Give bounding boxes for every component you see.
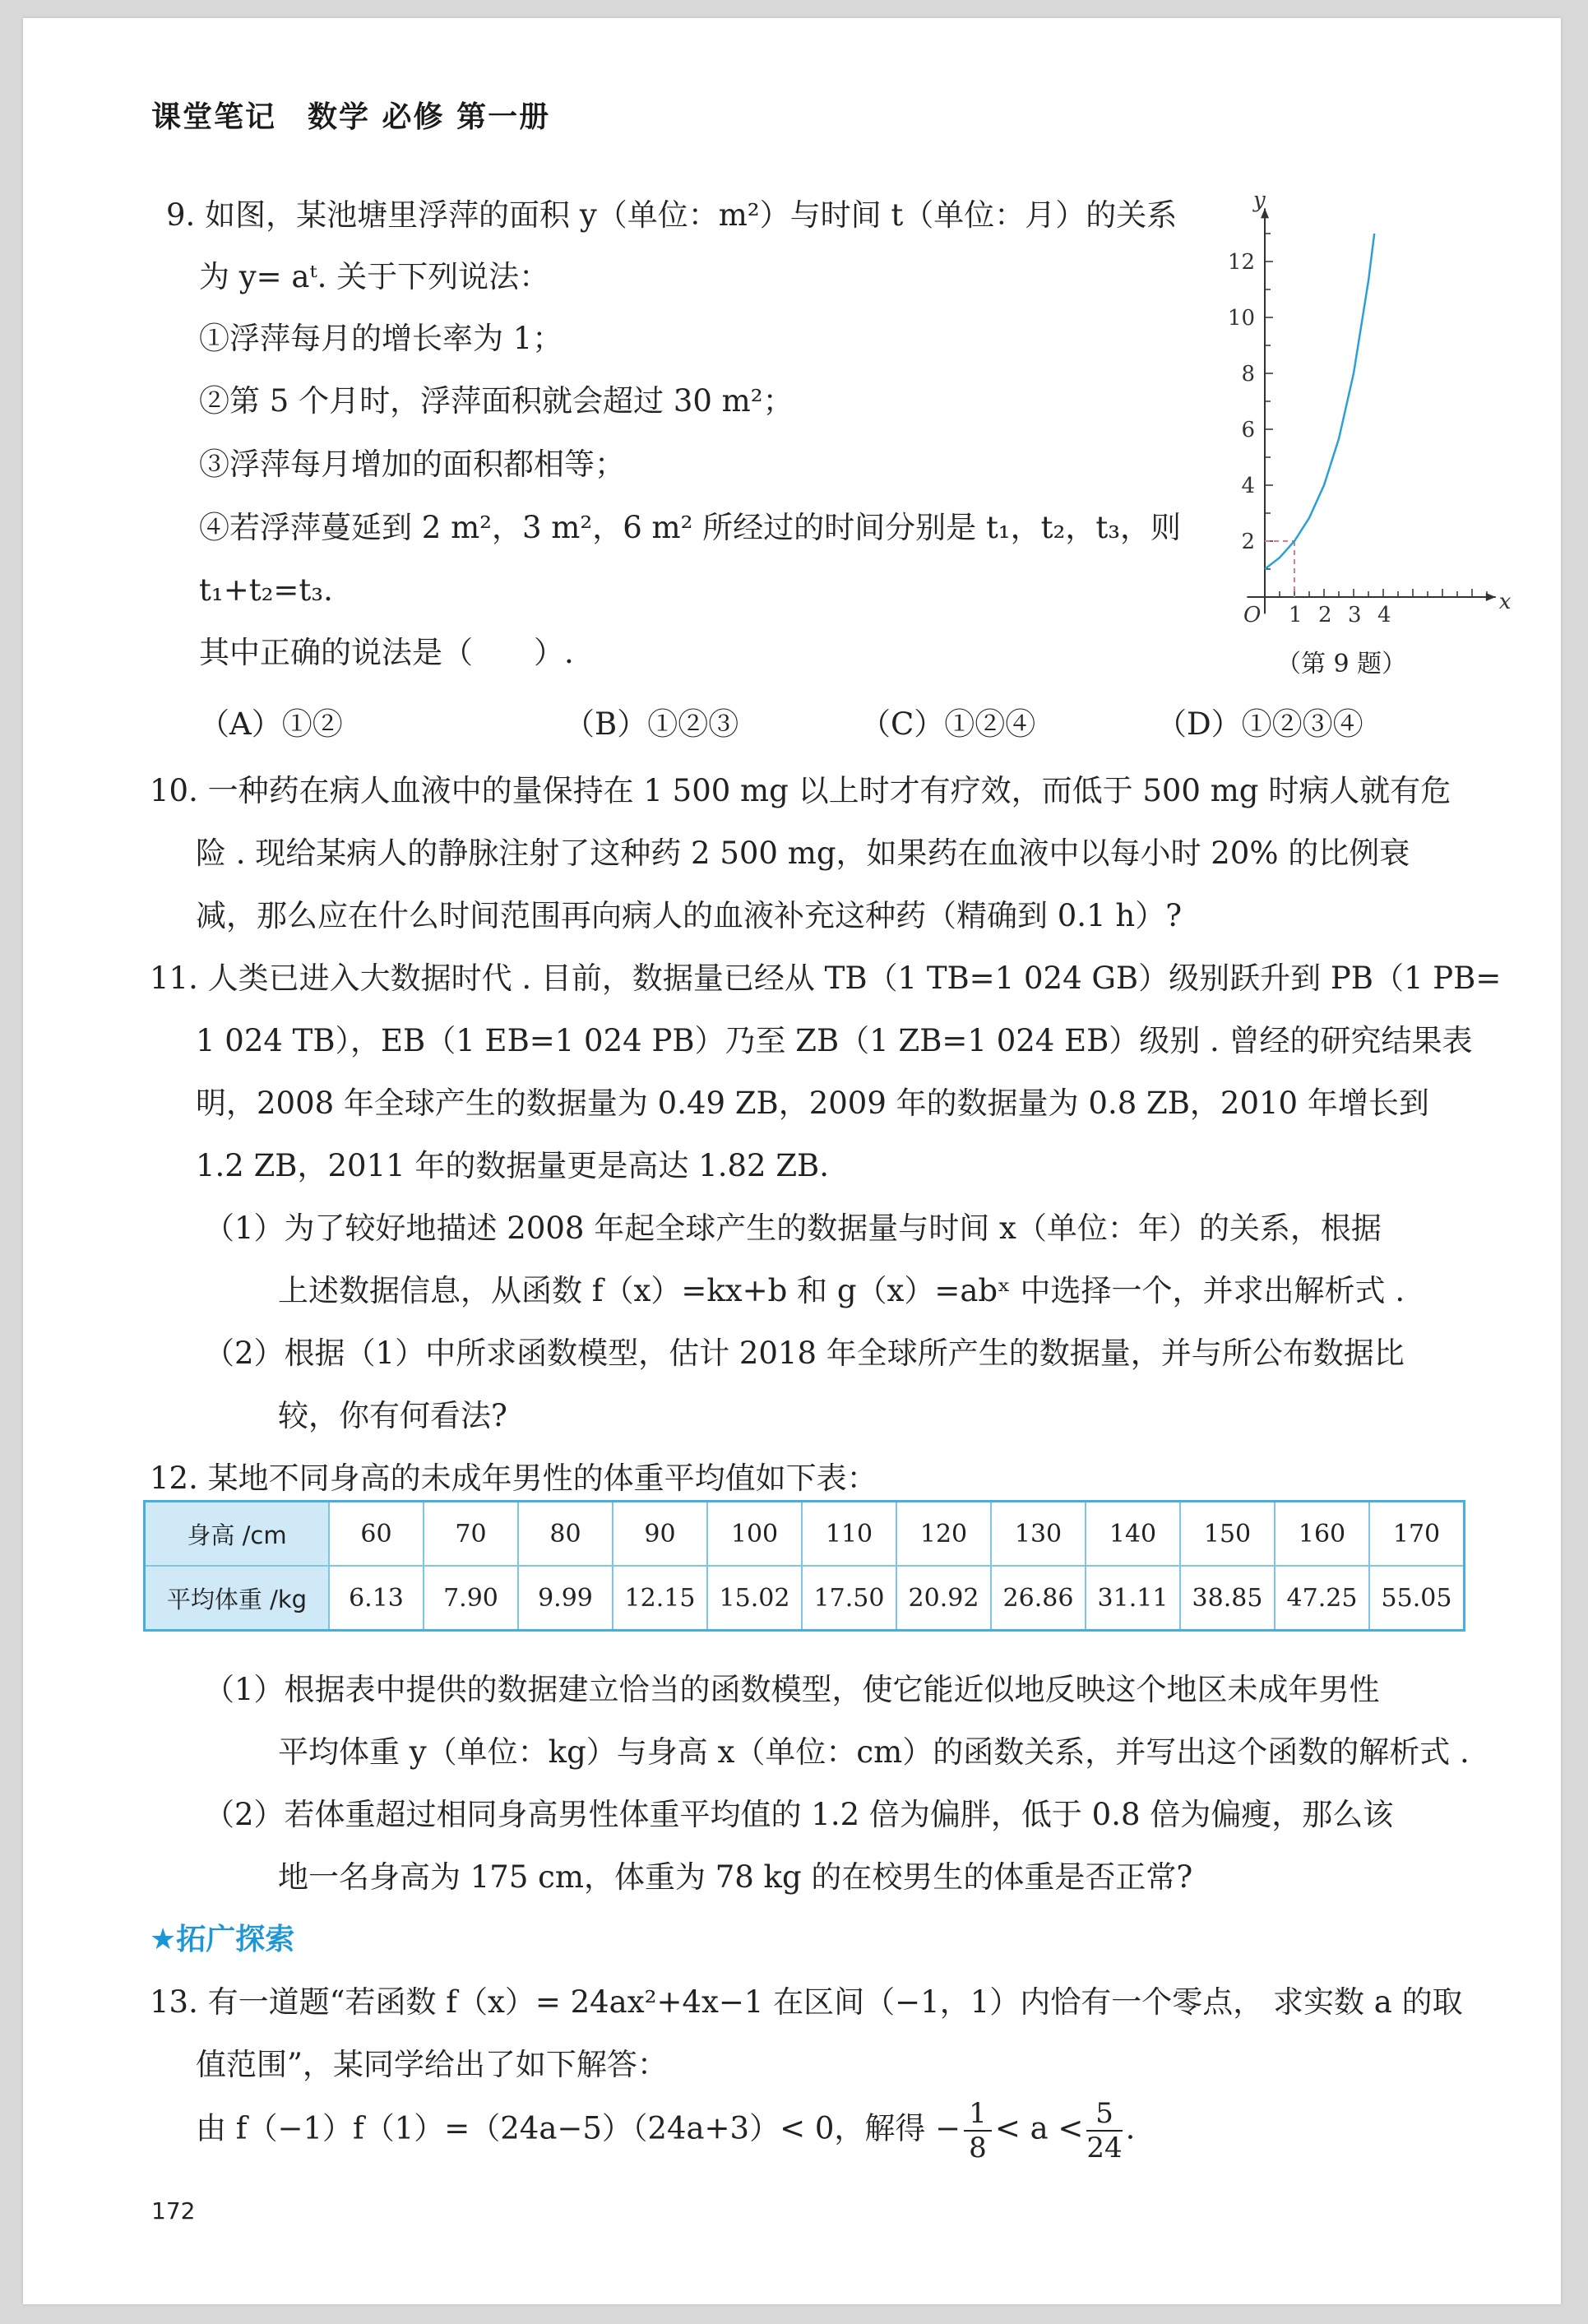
table-cell: 17.50 [802,1566,896,1631]
table-row-weight [145,1566,1465,1631]
page [23,18,1561,2304]
q9-question: 其中正确的说法是（ ）. [199,635,574,670]
table-cell: 20.92 [896,1566,991,1631]
q9-option-c: （C）①②④ [860,706,1036,742]
q10-line1: 10. 一种药在病人血液中的量保持在 1 500 mg 以上时才有疗效，而低于 500 mg 时病人就有危 [150,773,1451,808]
q9-line2: 为 y= aᵗ. 关于下列说法： [199,259,550,294]
q11-line2: 1 024 TB），EB（1 EB=1 024 PB）乃至 ZB（1 ZB=1 024 EB）级别 . 曾经的研究结果表 [196,1023,1473,1058]
q9-statement-1: ①浮萍每月的增长率为 1； [199,321,563,356]
q9-statement-3: ③浮萍每月增加的面积都相等； [199,447,625,482]
table-cell: 12.15 [613,1566,707,1631]
q11-part1b: 上述数据信息，从函数 f（x）=kx+b 和 g（x）=abˣ 中选择一个，并求出解析式 . [278,1273,1405,1308]
table-cell: 70 [424,1502,518,1567]
table-cell: 6.13 [329,1566,424,1631]
table-cell: 26.86 [991,1566,1086,1631]
q9-statement-4-cont: t₁+t₂=t₃. [199,572,333,608]
table-cell: 9.99 [518,1566,613,1631]
x-tick-label: 3 [1348,603,1362,627]
q9-statement-4: ④若浮萍蔓延到 2 m²，3 m²，6 m² 所经过的时间分别是 t₁，t₂，t₃，则 [199,510,1182,545]
table-cell: 140 [1086,1502,1180,1567]
page-number: 172 [151,2197,196,2224]
q11-line4: 1.2 ZB，2011 年的数据量更是高达 1.82 ZB. [196,1148,829,1183]
q12-part1a: （1）根据表中提供的数据建立恰当的函数模型，使它能近似地反映这个地区未成年男性 [204,1672,1380,1707]
fraction-one-eighth [964,2097,992,2164]
table-cell: 120 [896,1502,991,1567]
table-cell: 110 [802,1502,896,1567]
table-cell: 47.25 [1275,1566,1369,1631]
fraction-numerator: 1 [964,2097,992,2132]
table-cell: 60 [329,1502,424,1567]
q11-line1: 11. 人类已进入大数据时代 . 目前，数据量已经从 TB（1 TB=1 024 GB）级别跃升到 PB（1 PB= [150,961,1502,996]
q9-graph [1207,187,1512,645]
q11-part2b: 较，你有何看法? [278,1398,507,1433]
table-cell: 150 [1180,1502,1275,1567]
exponential-curve [1265,234,1374,569]
table-cell: 100 [707,1502,802,1567]
q12-part2a: （2）若体重超过相同身高男性体重平均值的 1.2 倍为偏胖，低于 0.8 倍为偏瘦，那么该 [204,1797,1394,1832]
fraction-denominator: 24 [1086,2132,1123,2164]
table-cell: 170 [1369,1502,1465,1567]
height-weight-table [143,1500,1465,1632]
fraction-denominator: 8 [969,2132,987,2164]
q11-line3: 明，2008 年全球产生的数据量为 0.49 ZB，2009 年的数据量为 0.8 ZB，2010 年增长到 [196,1086,1429,1121]
q13-solution [196,2097,1135,2164]
table-cell: 31.11 [1086,1566,1180,1631]
table-header-weight: 平均体重 /kg [145,1566,330,1631]
q9-line1: 9. 如图，某池塘里浮萍的面积 y（单位：m²）与时间 t（单位：月）的关系 [166,197,1178,233]
origin-label: O [1243,603,1262,627]
y-tick-label: 6 [1241,418,1255,442]
q10-line3: 减，那么应在什么时间范围再向病人的血液补充这种药（精确到 0.1 h）? [196,898,1183,933]
table-cell: 7.90 [424,1566,518,1631]
table-cell: 55.05 [1369,1566,1465,1631]
q13-line1: 13. 有一道题“若函数 f（x）= 24ax²+4x−1 在区间（−1，1）内恰有一个零点， 求实数 a 的取 [150,1984,1463,2020]
q13-line2: 值范围”，某同学给出了如下解答： [196,2047,668,2082]
page-header: 课堂笔记 数学 必修 第一册 [151,100,551,134]
x-axis-label: x [1498,590,1512,614]
table-header-height: 身高 /cm [145,1502,330,1567]
y-axis-label: y [1253,187,1266,213]
table-cell: 15.02 [707,1566,802,1631]
q13-end-period: . [1125,2110,1136,2146]
x-tick-label: 2 [1318,603,1332,627]
q11-part1a: （1）为了较好地描述 2008 年起全球产生的数据量与时间 x（单位：年）的关系，根据 [204,1211,1382,1246]
x-tick-label: 4 [1377,603,1391,627]
table-cell: 90 [613,1502,707,1567]
x-tick-label: 1 [1289,603,1303,627]
q9-caption: （第 9 题） [1276,650,1407,678]
fraction-five-24ths [1086,2097,1122,2164]
q13-solution-text: 由 f（−1）f（1）=（24a−5）（24a+3）< 0，解得 − [196,2110,961,2146]
y-tick-label: 8 [1241,362,1255,387]
q9-option-d: （D）①②③④ [1156,706,1363,742]
q9-option-a: （A）①② [199,706,343,742]
section-title: ★拓广探索 [150,1923,295,1956]
y-tick-label: 12 [1227,250,1255,275]
table-cell: 38.85 [1180,1566,1275,1631]
q9-statement-2: ②第 5 个月时，浮萍面积就会超过 30 m²； [199,383,794,419]
q12-part1b: 平均体重 y（单位：kg）与身高 x（单位：cm）的函数关系，并写出这个函数的解析式 . [278,1734,1470,1770]
fraction-numerator: 5 [1086,2097,1122,2132]
q10-line2: 险 . 现给某病人的静脉注射了这种药 2 500 mg，如果药在血液中以每小时 20% 的比例衰 [196,836,1410,871]
q9-option-b: （B）①②③ [564,706,739,742]
y-tick-label: 2 [1241,530,1255,554]
y-tick-label: 4 [1241,474,1255,498]
q12-part2b: 地一名身高为 175 cm，体重为 78 kg 的在校男生的体重是否正常? [278,1859,1193,1895]
q12-line1: 12. 某地不同身高的未成年男性的体重平均值如下表： [150,1461,877,1496]
table-cell: 80 [518,1502,613,1567]
table-cell: 160 [1275,1502,1369,1567]
table-row-height [145,1502,1465,1567]
y-tick-label: 10 [1227,306,1255,331]
table-cell: 130 [991,1502,1086,1567]
q13-inequality: < a < [994,2110,1084,2146]
q11-part2a: （2）根据（1）中所求函数模型，估计 2018 年全球所产生的数据量，并与所公布数据比 [204,1336,1405,1371]
